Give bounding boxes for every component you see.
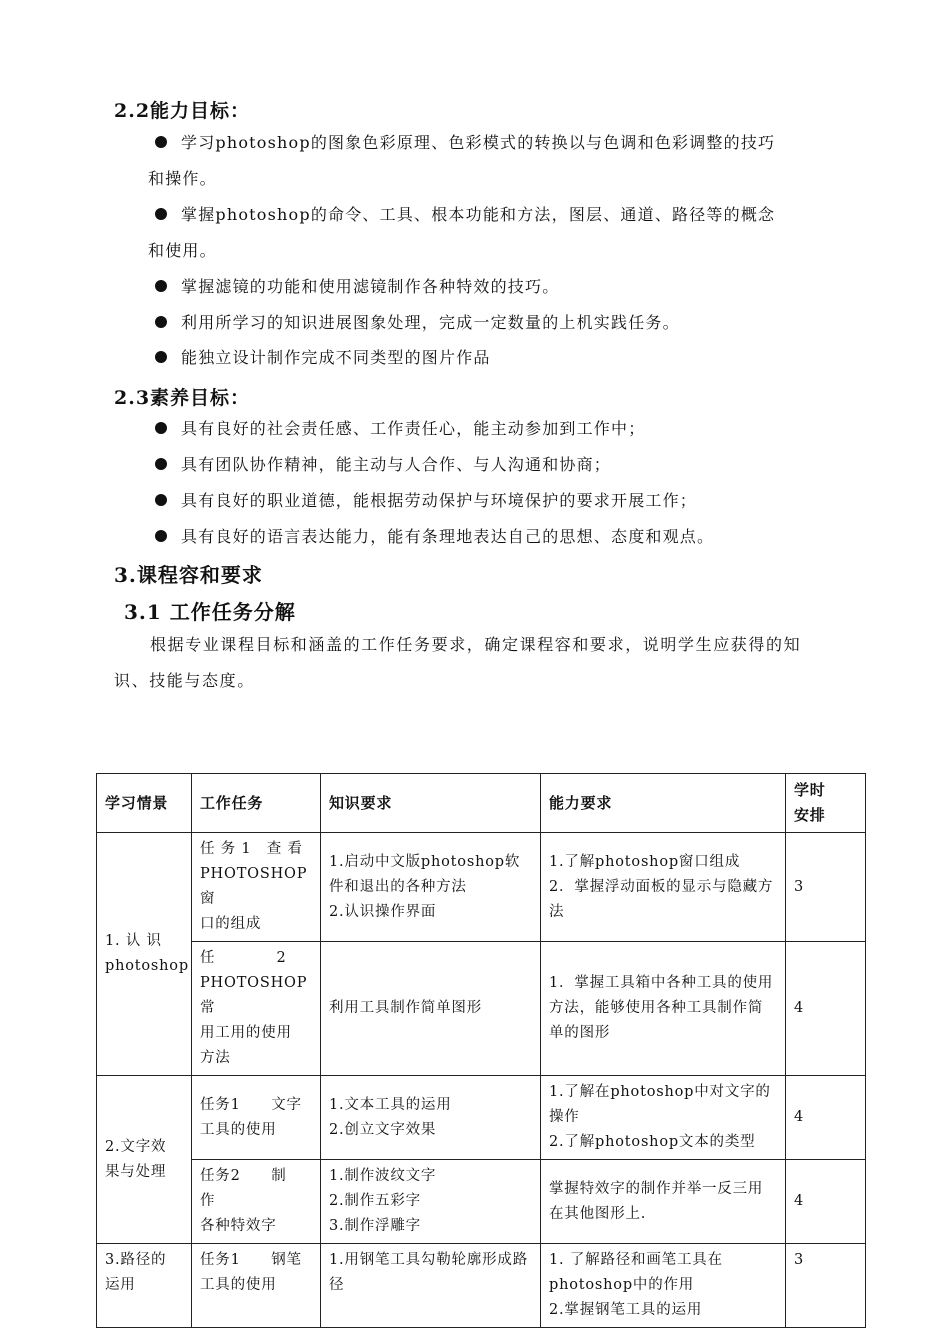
ability-bullet-4: 利用所学习的知识进展图象处理，完成一定数量的上机实践任务。 [155, 305, 680, 341]
ability-bullet-2: 掌握photoshop的命令、工具、根本功能和方法，图层、通道、路径等的概念 和使用。 [148, 205, 776, 260]
knowledge-cell: 1.文本工具的运用 2.创立文字效果 [321, 1076, 541, 1160]
task-cell: 任 2 PHOTOSHOP 常 用工用的使用 方法 [192, 942, 321, 1076]
task-cell: 任务2 制 作 各种特效字 [192, 1160, 321, 1244]
ability-bullet-1: 学习photoshop的图象色彩原理、色彩模式的转换以与色调和色彩调整的技巧 和操作。 [148, 133, 776, 188]
bullet-dot-icon [155, 136, 167, 148]
bullet-dot-icon [155, 351, 167, 363]
quality-bullet-4: 具有良好的语言表达能力，能有条理地表达自己的思想、态度和观点。 [155, 519, 714, 555]
quality-bullet-3: 具有良好的职业道德，能根据劳动保护与环境保护的要求开展工作； [155, 483, 697, 519]
knowledge-cell: 1.启动中文版photoshop软件和退出的各种方法 2.认识操作界面 [321, 833, 541, 942]
table-row [97, 1244, 866, 1328]
bullet-dot-icon [155, 208, 167, 220]
task-cell: 任 务 1 查 看 PHOTOSHOP 窗 口的组成 [192, 833, 321, 942]
knowledge-cell: 1.用钢笔工具勾勒轮廓形成路径 [321, 1244, 541, 1328]
hours-cell: 3 [786, 833, 866, 942]
task-cell: 任务1 文字 工具的使用 [192, 1076, 321, 1160]
content-paragraph: 根据专业课程目标和涵盖的工作任务要求，确定课程容和要求，说明学生应获得的知识、技能与态度。 [114, 635, 802, 690]
bullet-dot-icon [155, 530, 167, 542]
hours-cell: 4 [786, 942, 866, 1076]
bullet-dot-icon [155, 458, 167, 470]
table-header-row [97, 774, 866, 833]
ability-cell: 1.了解photoshop窗口组成 2．掌握浮动面板的显示与隐藏方法 [541, 833, 786, 942]
ability-cell: 1.了解在photoshop中对文字的操作 2.了解photoshop文本的类型 [541, 1076, 786, 1160]
table-row [97, 1160, 866, 1244]
task-breakdown-table [96, 773, 866, 1328]
quality-heading: 2.3素养目标： [114, 387, 251, 409]
hours-cell: 4 [786, 1160, 866, 1244]
knowledge-cell: 利用工具制作简单图形 [321, 942, 541, 1076]
ability-cell: 1. 了解路径和画笔工具在photoshop中的作用 2.掌握钢笔工具的运用 [541, 1244, 786, 1328]
bullet-dot-icon [155, 494, 167, 506]
bullet-dot-icon [155, 316, 167, 328]
hours-cell: 4 [786, 1076, 866, 1160]
scenario-cell: 3.路径的 运用 [97, 1244, 192, 1328]
task-cell: 任务1 钢笔 工具的使用 [192, 1244, 321, 1328]
table-row [97, 942, 866, 1076]
quality-bullet-1: 具有良好的社会责任感、工作责任心，能主动参加到工作中； [155, 411, 645, 447]
header-task: 工作任务 [192, 774, 321, 833]
ability-cell: 1．掌握工具箱中各种工具的使用方法，能够使用各种工具制作简单的图形 [541, 942, 786, 1076]
content-subheading: 3.1 工作任务分解 [124, 600, 296, 624]
ability-bullet-5: 能独立设计制作完成不同类型的图片作品 [155, 340, 491, 376]
table-row [97, 1076, 866, 1160]
bullet-dot-icon [155, 280, 167, 292]
scenario-cell: 2.文字效 果与处理 [97, 1076, 192, 1244]
header-hours: 学时 安排 [786, 774, 866, 833]
header-scenario: 学习情景 [97, 774, 192, 833]
table-row [97, 833, 866, 942]
ability-cell: 掌握特效字的制作并举一反三用在其他图形上. [541, 1160, 786, 1244]
quality-bullet-2: 具有团队协作精神，能主动与人合作、与人沟通和协商； [155, 447, 611, 483]
scenario-cell: 1. 认 识 photoshop [97, 833, 192, 1076]
ability-bullet-3: 掌握滤镜的功能和使用滤镜制作各种特效的技巧。 [155, 269, 559, 305]
header-knowledge: 知识要求 [321, 774, 541, 833]
content-heading: 3.课程容和要求 [114, 563, 263, 587]
bullet-dot-icon [155, 422, 167, 434]
ability-heading: 2.2能力目标： [114, 100, 251, 122]
knowledge-cell: 1.制作波纹文字 2.制作五彩字 3.制作浮雕字 [321, 1160, 541, 1244]
hours-cell: 3 [786, 1244, 866, 1328]
header-ability: 能力要求 [541, 774, 786, 833]
